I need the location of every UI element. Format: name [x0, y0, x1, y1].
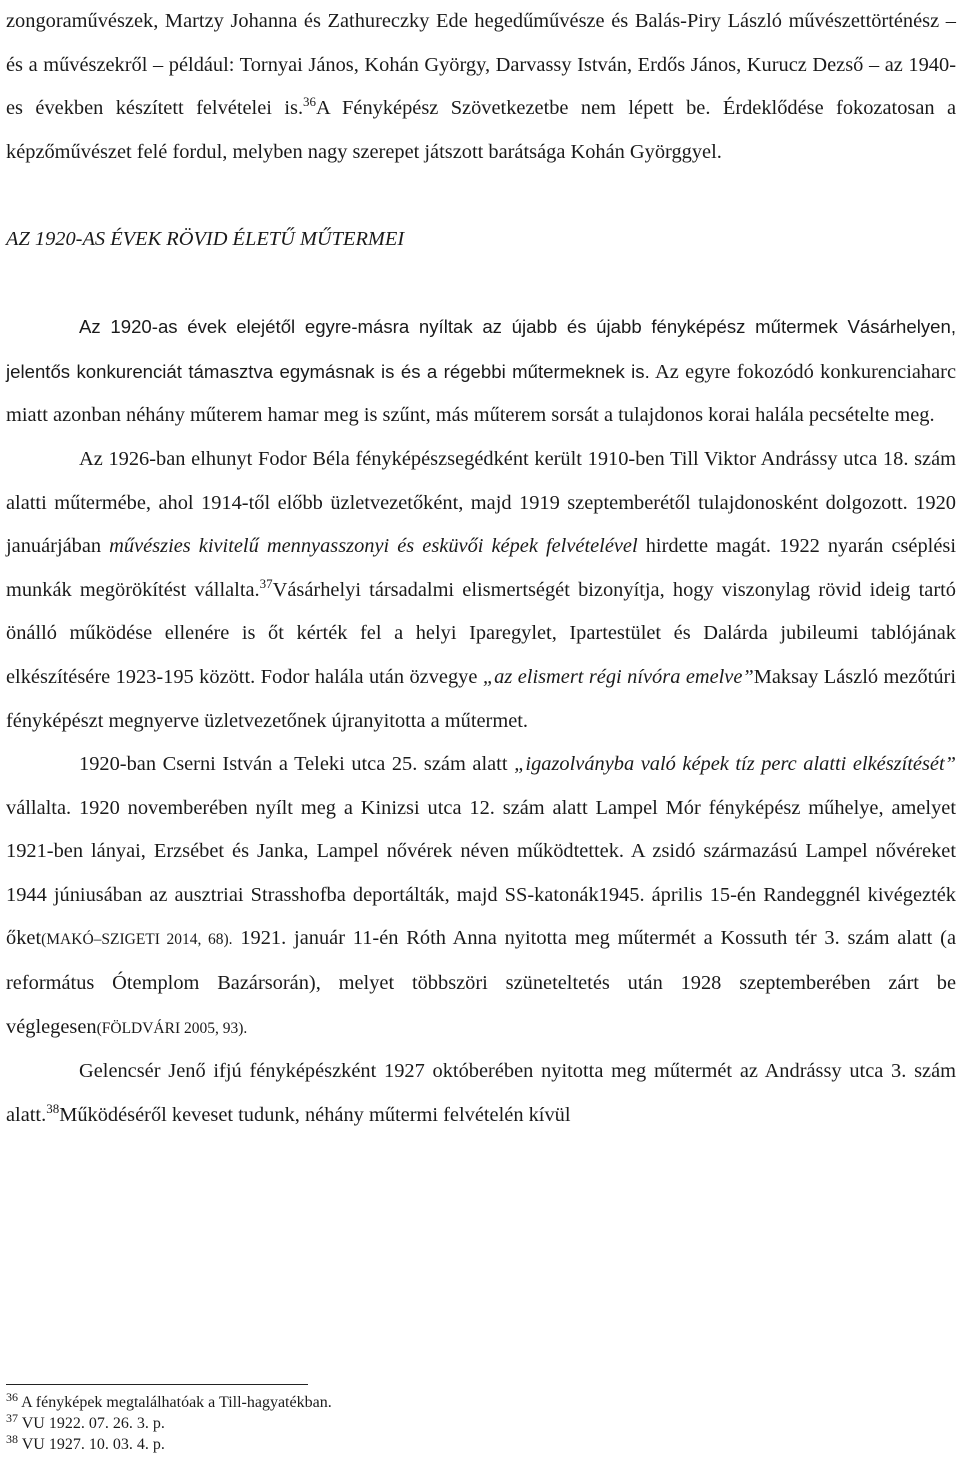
citation: (FÖLDVÁRI 2005, 93). [96, 1019, 248, 1037]
paragraph-1920s [6, 305, 956, 438]
paragraph-fodor [6, 438, 956, 743]
footnote-divider [6, 1384, 308, 1385]
paragraph-text: 1921. január 11-én Róth Anna nyitotta meg műtermét a Kossuth tér 3. [232, 927, 840, 950]
paragraph-text: Az 1920-as évek elejétől egyre-másra nyíltak az újabb és újabb fényképész műtermek Vásárhelyen, jelentős konkurenciát támasztva egymásnak is és a régebbi műtermeknek is. [6, 316, 956, 382]
paragraph-intro [6, 0, 956, 174]
footnote-text: A fényképek megtalálhatóak a Till-hagyatékban. [21, 1394, 332, 1411]
section-heading: AZ 1920-AS ÉVEK RÖVID ÉLETŰ MŰTERMEI [6, 227, 405, 250]
document-page [6, 0, 956, 1137]
paragraph-text: Fodor halála után özvegye [255, 665, 483, 688]
paragraph-text: hirdette magát. 1922 nyarán cséplési munkák megörökítést vállalta. [6, 535, 956, 601]
paragraph-text: zongoraművészek, Martzy Johanna és Zathureczky Ede hegedűművésze és Balás-Piry László művészettörténész – és a művészekről – például: Tornyai János, Kohán György, Darvassy István, Erdős János, Kurucz Dezső – az 1940-es években készített felvételei is. [6, 10, 956, 120]
paragraph-cserni [6, 743, 956, 1050]
footnotes [6, 1392, 906, 1455]
paragraph-text: 1920-ban Cserni István a Teleki utca 25. [79, 753, 418, 776]
paragraph-text: Maksay László mezőtúri fényképészt megnyerve üzletvezetőnek újranyitotta a műtermet. [6, 665, 956, 732]
paragraph-text: Gelencsér Jenő ifjú fényképészként 1927 októberében nyitotta meg műtermét az Andrássy utca 3. szám alatt. [6, 1060, 956, 1126]
footnote-text: VU 1922. 07. 26. 3. p. [21, 1415, 165, 1432]
paragraph-text: szám alatt (a református Ótemplom Bazársorán), melyet többszöri szüneteltetés után 1928 szeptemberében zárt be véglegesen [6, 927, 956, 1038]
footnote-number: 37 [6, 1411, 18, 1425]
footnote-number: 36 [6, 1390, 18, 1404]
paragraph-text: vállalta. 1920 novemberében nyílt meg a Kinizsi utca 12. [6, 796, 495, 819]
footnote-text: VU 1927. 10. 03. 4. p. [21, 1436, 165, 1453]
footnote-ref-37[interactable]: 37 [259, 575, 273, 591]
paragraph-text: szám alatt [417, 753, 515, 776]
footnote-ref-36[interactable]: 36 [303, 94, 317, 110]
paragraph-text: A zsidó származású Lampel nővéreket 1944 júniusában az ausztriai Strasshofba deportálták, majd SS-katonák1945. április 15-én Randeggnél kivégezték őket [6, 840, 956, 950]
footnote-ref-38[interactable]: 38 [46, 1100, 60, 1116]
footnote-item [6, 1434, 906, 1455]
footnote-item [6, 1392, 906, 1413]
paragraph-text: Vásárhelyi társadalmi elismertségét bizonyítja, hogy viszonylag rövid ideig tartó önálló működése ellenére is őt kérték fel a helyi Iparegylet, Ipartestület és Dalárda jubileumi tablójának elkészítésére 1923-195 között. [6, 578, 956, 688]
quoted-italic: „az elismert régi nívóra emelve” [482, 665, 754, 688]
footnote-number: 38 [6, 1432, 18, 1446]
paragraph-text: A Fényképész Szövetkezetbe nem lépett be. [316, 97, 711, 120]
paragraph-text: szám alatti műtermébe, ahol 1914-től előbb üzletvezetőként, majd 1919 szeptemberétől tulajdonosként dolgozott. [6, 447, 957, 514]
citation: (MAKÓ–SZIGETI 2014, 68). [41, 931, 233, 949]
quoted-italic: „igazolványba való képek tíz perc alatti elkészítését” [514, 753, 956, 776]
paragraph-text: Az 1926-ban elhunyt Fodor Béla fényképészsegédként került 1910-ben Till Viktor Andrássy utca 18. [79, 447, 909, 470]
paragraph-gelencser [6, 1050, 956, 1137]
paragraph-text: Az egyre fokozódó konkurenciaharc miatt azonban néhány műterem hamar meg is szűnt, más műterem sorsát a tulajdonos korai halála pecsételte meg. [6, 360, 956, 427]
paragraph-text: szám alatt Lampel Mór fényképész műhelye, amelyet 1921-ben lányai, Erzsébet és Janka, Lampel nővérek néven működtettek. [6, 796, 956, 863]
paragraph-text: Működéséről keveset tudunk, néhány műtermi felvételén kívül [59, 1103, 571, 1126]
paragraph-text: 1920 januárjában [6, 491, 956, 558]
footnote-item [6, 1413, 906, 1434]
paragraph-text: Érdeklődése fokozatosan a képzőművészet felé fordul, melyben nagy szerepet játszott barátsága Kohán Györggyel. [6, 97, 957, 163]
quoted-italic: művészies kivitelű mennyasszonyi és esküvői képek felvételével [109, 535, 638, 558]
